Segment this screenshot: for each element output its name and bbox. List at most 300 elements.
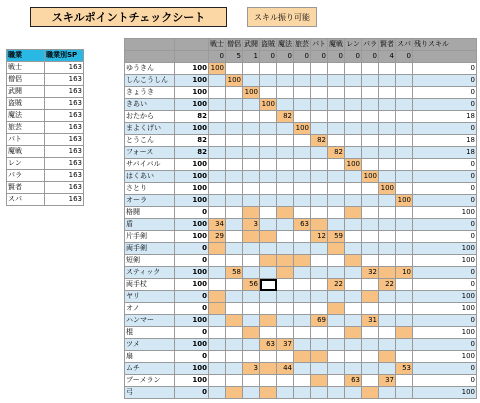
skill-job-cell[interactable] <box>243 171 260 183</box>
skill-job-cell[interactable] <box>209 363 226 375</box>
skill-remain-cell[interactable]: 100 <box>413 327 477 339</box>
skill-job-cell[interactable] <box>362 63 379 75</box>
skill-job-cell[interactable] <box>243 267 260 279</box>
skill-job-cell[interactable] <box>362 111 379 123</box>
skill-name-cell[interactable]: 弓 <box>125 387 175 399</box>
skill-total-cell[interactable]: 100 <box>175 231 209 243</box>
skill-job-cell[interactable] <box>260 63 277 75</box>
job-name-cell[interactable]: パラ <box>7 170 45 182</box>
skill-job-cell[interactable] <box>396 291 413 303</box>
skill-remain-cell[interactable]: 100 <box>413 351 477 363</box>
skill-job-cell[interactable]: 82 <box>277 111 294 123</box>
job-column-header[interactable]: 盗賊 <box>260 39 277 51</box>
skill-job-cell[interactable] <box>209 147 226 159</box>
skill-job-cell[interactable]: 100 <box>345 159 362 171</box>
job-sp-cell[interactable]: 163 <box>45 134 84 146</box>
skill-job-cell[interactable] <box>345 183 362 195</box>
skill-job-cell[interactable] <box>277 207 294 219</box>
skill-job-cell[interactable] <box>243 63 260 75</box>
skill-job-cell[interactable]: 63 <box>294 219 311 231</box>
skill-job-cell[interactable] <box>396 303 413 315</box>
skill-job-cell[interactable] <box>277 387 294 399</box>
job-sp-cell[interactable]: 163 <box>45 158 84 170</box>
skill-job-cell[interactable] <box>209 99 226 111</box>
job-points-cell[interactable]: 0 <box>362 51 379 63</box>
skill-job-cell[interactable] <box>294 231 311 243</box>
skill-job-cell[interactable]: 100 <box>260 99 277 111</box>
skill-job-cell[interactable] <box>277 327 294 339</box>
skill-job-cell[interactable] <box>345 111 362 123</box>
job-name-cell[interactable]: パト <box>7 134 45 146</box>
skill-job-cell[interactable] <box>379 327 396 339</box>
skill-job-cell[interactable] <box>345 219 362 231</box>
skill-job-cell[interactable] <box>328 123 345 135</box>
skill-job-cell[interactable] <box>226 219 243 231</box>
skill-job-cell[interactable] <box>362 375 379 387</box>
skill-job-cell[interactable] <box>226 231 243 243</box>
skill-total-cell[interactable]: 100 <box>175 219 209 231</box>
skill-name-cell[interactable]: オーラ <box>125 195 175 207</box>
skill-job-cell[interactable] <box>362 339 379 351</box>
skill-total-cell[interactable]: 100 <box>175 315 209 327</box>
skill-job-cell[interactable] <box>243 183 260 195</box>
skill-remain-cell[interactable]: 0 <box>413 123 477 135</box>
skill-job-cell[interactable] <box>294 327 311 339</box>
skill-job-cell[interactable]: 32 <box>362 267 379 279</box>
skill-name-cell[interactable]: ツメ <box>125 339 175 351</box>
skill-remain-cell[interactable]: 0 <box>413 231 477 243</box>
skill-job-cell[interactable] <box>379 171 396 183</box>
skill-total-cell[interactable]: 100 <box>175 63 209 75</box>
skill-job-cell[interactable] <box>362 99 379 111</box>
skill-job-cell[interactable] <box>396 75 413 87</box>
skill-job-cell[interactable] <box>243 135 260 147</box>
skill-job-cell[interactable] <box>209 135 226 147</box>
skill-job-cell[interactable] <box>277 99 294 111</box>
skill-job-cell[interactable] <box>396 279 413 291</box>
skill-job-cell[interactable] <box>260 375 277 387</box>
skill-job-cell[interactable] <box>294 279 311 291</box>
job-points-cell[interactable]: 1 <box>243 51 260 63</box>
skill-job-cell[interactable] <box>328 315 345 327</box>
skill-job-cell[interactable] <box>311 267 328 279</box>
skill-job-cell[interactable] <box>362 327 379 339</box>
skill-total-cell[interactable]: 100 <box>175 75 209 87</box>
skill-job-cell[interactable]: 63 <box>345 375 362 387</box>
skill-name-cell[interactable]: まよくげい <box>125 123 175 135</box>
skill-remain-cell[interactable]: 0 <box>413 267 477 279</box>
skill-job-cell[interactable] <box>294 291 311 303</box>
skill-job-cell[interactable] <box>328 75 345 87</box>
skill-job-cell[interactable] <box>294 147 311 159</box>
skill-job-cell[interactable]: 44 <box>277 363 294 375</box>
skill-job-cell[interactable] <box>311 195 328 207</box>
skill-total-cell[interactable]: 100 <box>175 267 209 279</box>
skill-job-cell[interactable] <box>260 171 277 183</box>
skill-name-cell[interactable]: サバイバル <box>125 159 175 171</box>
skill-job-cell[interactable] <box>396 375 413 387</box>
skill-job-cell[interactable] <box>277 303 294 315</box>
skill-total-cell[interactable]: 0 <box>175 303 209 315</box>
skill-job-cell[interactable] <box>277 63 294 75</box>
skill-job-cell[interactable] <box>226 243 243 255</box>
skill-job-cell[interactable] <box>226 375 243 387</box>
skill-total-cell[interactable]: 100 <box>175 123 209 135</box>
skill-job-cell[interactable] <box>226 99 243 111</box>
skill-name-cell[interactable]: 盾 <box>125 219 175 231</box>
job-column-header[interactable]: 魔戦 <box>328 39 345 51</box>
skill-remain-cell[interactable]: 18 <box>413 111 477 123</box>
skill-total-cell[interactable]: 100 <box>175 363 209 375</box>
skill-job-cell[interactable] <box>277 135 294 147</box>
skill-job-cell[interactable] <box>328 171 345 183</box>
skill-job-cell[interactable] <box>260 75 277 87</box>
skill-job-cell[interactable] <box>226 363 243 375</box>
skill-name-cell[interactable]: ムチ <box>125 363 175 375</box>
skill-job-cell[interactable]: 34 <box>209 219 226 231</box>
skill-job-cell[interactable] <box>294 267 311 279</box>
skill-job-cell[interactable] <box>379 219 396 231</box>
skill-job-cell[interactable] <box>311 279 328 291</box>
skill-job-cell[interactable] <box>226 315 243 327</box>
skill-job-cell[interactable] <box>328 303 345 315</box>
skill-job-cell[interactable] <box>328 255 345 267</box>
skill-job-cell[interactable] <box>226 351 243 363</box>
skill-job-cell[interactable]: 59 <box>328 231 345 243</box>
skill-job-cell[interactable] <box>277 267 294 279</box>
job-sp-cell[interactable]: 163 <box>45 86 84 98</box>
skill-job-cell[interactable] <box>345 75 362 87</box>
skill-job-cell[interactable] <box>226 123 243 135</box>
header-job[interactable]: 職業 <box>7 50 45 62</box>
skill-job-cell[interactable] <box>209 315 226 327</box>
skill-job-cell[interactable] <box>379 267 396 279</box>
subheader-total[interactable] <box>175 51 209 63</box>
skill-job-cell[interactable] <box>277 255 294 267</box>
skill-job-cell[interactable] <box>226 279 243 291</box>
skill-job-cell[interactable] <box>226 87 243 99</box>
skill-job-cell[interactable] <box>209 255 226 267</box>
skill-job-cell[interactable] <box>243 99 260 111</box>
skill-job-cell[interactable] <box>311 255 328 267</box>
skill-job-cell[interactable]: 100 <box>362 171 379 183</box>
skill-job-cell[interactable] <box>362 387 379 399</box>
skill-job-cell[interactable] <box>328 219 345 231</box>
skill-job-cell[interactable] <box>311 183 328 195</box>
skill-remain-cell[interactable]: 0 <box>413 219 477 231</box>
skill-remain-cell[interactable]: 18 <box>413 135 477 147</box>
skill-job-cell[interactable] <box>209 195 226 207</box>
skill-job-cell[interactable]: 53 <box>396 363 413 375</box>
skill-job-cell[interactable] <box>277 123 294 135</box>
skill-job-cell[interactable] <box>209 327 226 339</box>
skill-job-cell[interactable] <box>226 147 243 159</box>
skill-job-cell[interactable] <box>294 195 311 207</box>
skill-job-cell[interactable] <box>345 351 362 363</box>
skill-job-cell[interactable] <box>379 351 396 363</box>
skill-job-cell[interactable] <box>260 279 277 291</box>
skill-job-cell[interactable] <box>294 171 311 183</box>
skill-job-cell[interactable] <box>260 291 277 303</box>
skill-job-cell[interactable] <box>260 183 277 195</box>
skill-job-cell[interactable] <box>243 375 260 387</box>
skill-job-cell[interactable] <box>311 363 328 375</box>
skill-job-cell[interactable] <box>345 267 362 279</box>
skill-total-cell[interactable]: 0 <box>175 255 209 267</box>
skill-remain-cell[interactable]: 100 <box>413 255 477 267</box>
skill-job-cell[interactable] <box>396 219 413 231</box>
skill-job-cell[interactable] <box>294 303 311 315</box>
skill-job-cell[interactable] <box>260 123 277 135</box>
skill-total-cell[interactable]: 82 <box>175 111 209 123</box>
skill-job-cell[interactable] <box>311 123 328 135</box>
skill-job-cell[interactable]: 22 <box>328 279 345 291</box>
skill-job-cell[interactable] <box>396 351 413 363</box>
skill-job-cell[interactable] <box>379 303 396 315</box>
skill-job-cell[interactable] <box>328 339 345 351</box>
skill-job-cell[interactable] <box>362 255 379 267</box>
job-points-cell[interactable]: 0 <box>396 51 413 63</box>
skill-job-cell[interactable] <box>209 171 226 183</box>
skill-job-cell[interactable] <box>328 351 345 363</box>
skill-job-cell[interactable] <box>243 255 260 267</box>
skill-job-cell[interactable] <box>311 219 328 231</box>
skill-job-cell[interactable] <box>328 63 345 75</box>
skill-job-cell[interactable] <box>226 183 243 195</box>
skill-job-cell[interactable] <box>396 231 413 243</box>
skill-job-cell[interactable] <box>396 243 413 255</box>
skill-job-cell[interactable] <box>260 243 277 255</box>
skill-job-cell[interactable] <box>311 87 328 99</box>
skill-job-cell[interactable] <box>311 159 328 171</box>
skill-job-cell[interactable] <box>328 291 345 303</box>
skill-job-cell[interactable] <box>243 207 260 219</box>
skill-job-cell[interactable] <box>328 375 345 387</box>
skill-job-cell[interactable] <box>345 207 362 219</box>
skill-job-cell[interactable] <box>362 87 379 99</box>
skill-job-cell[interactable] <box>311 243 328 255</box>
job-name-cell[interactable]: 盗賊 <box>7 98 45 110</box>
skill-job-cell[interactable] <box>209 303 226 315</box>
skill-job-cell[interactable] <box>311 303 328 315</box>
skill-job-cell[interactable] <box>396 315 413 327</box>
skill-name-cell[interactable]: ヤリ <box>125 291 175 303</box>
job-name-cell[interactable]: 魔戦 <box>7 146 45 158</box>
skill-name-cell[interactable]: さとり <box>125 183 175 195</box>
skill-total-cell[interactable]: 0 <box>175 327 209 339</box>
job-sp-cell[interactable]: 163 <box>45 98 84 110</box>
skill-name-cell[interactable]: きあい <box>125 99 175 111</box>
skill-job-cell[interactable] <box>311 291 328 303</box>
skill-job-cell[interactable] <box>379 387 396 399</box>
skill-total-cell[interactable]: 0 <box>175 351 209 363</box>
skill-job-cell[interactable] <box>260 147 277 159</box>
remain-header[interactable]: 残りスキル <box>413 39 477 51</box>
skill-job-cell[interactable] <box>277 315 294 327</box>
job-points-cell[interactable]: 5 <box>226 51 243 63</box>
skill-name-cell[interactable]: 短剣 <box>125 255 175 267</box>
skill-name-cell[interactable]: 扇 <box>125 351 175 363</box>
skill-job-cell[interactable] <box>294 339 311 351</box>
skill-job-cell[interactable]: 37 <box>379 375 396 387</box>
skill-job-cell[interactable] <box>345 363 362 375</box>
job-points-cell[interactable]: 0 <box>294 51 311 63</box>
skill-job-cell[interactable] <box>226 303 243 315</box>
skill-job-cell[interactable] <box>311 207 328 219</box>
job-name-cell[interactable]: 武闘 <box>7 86 45 98</box>
skill-job-cell[interactable] <box>328 207 345 219</box>
skill-job-cell[interactable] <box>362 183 379 195</box>
skill-job-cell[interactable] <box>379 243 396 255</box>
skill-name-cell[interactable]: はくあい <box>125 171 175 183</box>
skill-job-cell[interactable] <box>277 231 294 243</box>
skill-job-cell[interactable] <box>379 111 396 123</box>
skill-name-cell[interactable]: オノ <box>125 303 175 315</box>
skill-total-cell[interactable]: 100 <box>175 99 209 111</box>
skill-job-cell[interactable]: 100 <box>396 195 413 207</box>
skill-total-cell[interactable]: 100 <box>175 195 209 207</box>
job-sp-cell[interactable]: 163 <box>45 122 84 134</box>
skill-job-cell[interactable] <box>260 315 277 327</box>
skill-job-cell[interactable] <box>277 147 294 159</box>
skill-job-cell[interactable] <box>243 111 260 123</box>
skill-job-cell[interactable] <box>260 351 277 363</box>
skill-job-cell[interactable] <box>294 351 311 363</box>
job-sp-cell[interactable]: 163 <box>45 194 84 206</box>
skill-job-cell[interactable] <box>294 207 311 219</box>
skill-job-cell[interactable] <box>379 123 396 135</box>
job-column-header[interactable]: スパ <box>396 39 413 51</box>
skill-job-cell[interactable] <box>362 159 379 171</box>
skill-job-cell[interactable]: 100 <box>379 183 396 195</box>
skill-job-cell[interactable] <box>345 99 362 111</box>
job-column-header[interactable]: パト <box>311 39 328 51</box>
skill-job-cell[interactable] <box>243 351 260 363</box>
skill-job-cell[interactable] <box>362 231 379 243</box>
skill-job-cell[interactable] <box>362 291 379 303</box>
skill-total-cell[interactable]: 100 <box>175 339 209 351</box>
skill-job-cell[interactable] <box>260 327 277 339</box>
job-column-header[interactable]: 旅芸 <box>294 39 311 51</box>
skill-job-cell[interactable] <box>379 147 396 159</box>
skill-job-cell[interactable] <box>345 327 362 339</box>
skill-job-cell[interactable] <box>396 387 413 399</box>
skill-job-cell[interactable] <box>345 135 362 147</box>
skill-job-cell[interactable] <box>209 159 226 171</box>
skill-job-cell[interactable] <box>209 243 226 255</box>
skill-job-cell[interactable] <box>277 183 294 195</box>
skill-total-cell[interactable]: 82 <box>175 147 209 159</box>
skill-job-cell[interactable] <box>328 87 345 99</box>
skill-job-cell[interactable] <box>226 63 243 75</box>
skill-job-cell[interactable]: 29 <box>209 231 226 243</box>
skill-job-cell[interactable] <box>328 183 345 195</box>
skill-job-cell[interactable] <box>328 99 345 111</box>
skill-job-cell[interactable] <box>379 63 396 75</box>
job-column-header[interactable]: 戦士 <box>209 39 226 51</box>
skill-remain-cell[interactable]: 0 <box>413 279 477 291</box>
skill-job-cell[interactable] <box>379 255 396 267</box>
skill-total-cell[interactable]: 100 <box>175 375 209 387</box>
skill-job-cell[interactable] <box>209 123 226 135</box>
skill-job-cell[interactable] <box>294 75 311 87</box>
skill-total-cell[interactable]: 0 <box>175 387 209 399</box>
skill-job-cell[interactable]: 10 <box>396 267 413 279</box>
header-job-sp[interactable]: 職業別SP <box>45 50 84 62</box>
skill-job-cell[interactable] <box>243 75 260 87</box>
skill-job-cell[interactable] <box>277 279 294 291</box>
skill-job-cell[interactable]: 69 <box>311 315 328 327</box>
skill-job-cell[interactable]: 3 <box>243 363 260 375</box>
skill-remain-cell[interactable]: 0 <box>413 363 477 375</box>
skill-job-cell[interactable] <box>345 171 362 183</box>
skill-job-cell[interactable] <box>209 183 226 195</box>
skill-remain-cell[interactable]: 100 <box>413 243 477 255</box>
skill-job-cell[interactable]: 82 <box>328 147 345 159</box>
skill-job-cell[interactable]: 100 <box>226 75 243 87</box>
skill-job-cell[interactable] <box>260 219 277 231</box>
skill-job-cell[interactable] <box>311 75 328 87</box>
skill-job-cell[interactable] <box>345 123 362 135</box>
job-column-header[interactable]: 僧侶 <box>226 39 243 51</box>
skill-total-cell[interactable]: 100 <box>175 159 209 171</box>
skill-job-cell[interactable] <box>226 327 243 339</box>
skill-remain-cell[interactable]: 100 <box>413 303 477 315</box>
skill-job-cell[interactable] <box>311 375 328 387</box>
skill-job-cell[interactable] <box>396 339 413 351</box>
skill-job-cell[interactable] <box>362 135 379 147</box>
skill-job-cell[interactable] <box>379 231 396 243</box>
job-name-cell[interactable]: スパ <box>7 194 45 206</box>
job-points-cell[interactable]: 0 <box>209 51 226 63</box>
skill-total-cell[interactable]: 100 <box>175 279 209 291</box>
skill-job-cell[interactable] <box>209 351 226 363</box>
job-name-cell[interactable]: レン <box>7 158 45 170</box>
skill-name-cell[interactable]: とうこん <box>125 135 175 147</box>
skill-job-cell[interactable] <box>209 111 226 123</box>
skill-job-cell[interactable] <box>379 363 396 375</box>
skill-job-cell[interactable] <box>260 87 277 99</box>
skill-remain-cell[interactable]: 0 <box>413 63 477 75</box>
skill-job-cell[interactable] <box>311 99 328 111</box>
skill-job-cell[interactable] <box>396 111 413 123</box>
skill-job-cell[interactable] <box>277 375 294 387</box>
skill-job-cell[interactable] <box>396 183 413 195</box>
skill-job-cell[interactable] <box>345 87 362 99</box>
skill-job-cell[interactable] <box>209 339 226 351</box>
skill-job-cell[interactable] <box>345 63 362 75</box>
skill-job-cell[interactable] <box>243 315 260 327</box>
skill-job-cell[interactable] <box>260 267 277 279</box>
skill-job-cell[interactable] <box>260 231 277 243</box>
job-points-cell[interactable]: 0 <box>311 51 328 63</box>
skill-job-cell[interactable] <box>277 243 294 255</box>
subheader-remain[interactable] <box>413 51 477 63</box>
skill-job-cell[interactable] <box>209 279 226 291</box>
skill-job-cell[interactable] <box>243 387 260 399</box>
skill-job-cell[interactable]: 56 <box>243 279 260 291</box>
skill-name-cell[interactable]: フォース <box>125 147 175 159</box>
job-name-cell[interactable]: 魔法 <box>7 110 45 122</box>
job-name-cell[interactable]: 戦士 <box>7 62 45 74</box>
skill-job-cell[interactable] <box>277 159 294 171</box>
subheader-label[interactable] <box>125 51 175 63</box>
skill-job-cell[interactable] <box>396 99 413 111</box>
job-points-cell[interactable]: 0 <box>277 51 294 63</box>
skill-remain-cell[interactable]: 100 <box>413 387 477 399</box>
skill-remain-cell[interactable]: 18 <box>413 147 477 159</box>
job-column-header[interactable]: 賢者 <box>379 39 396 51</box>
